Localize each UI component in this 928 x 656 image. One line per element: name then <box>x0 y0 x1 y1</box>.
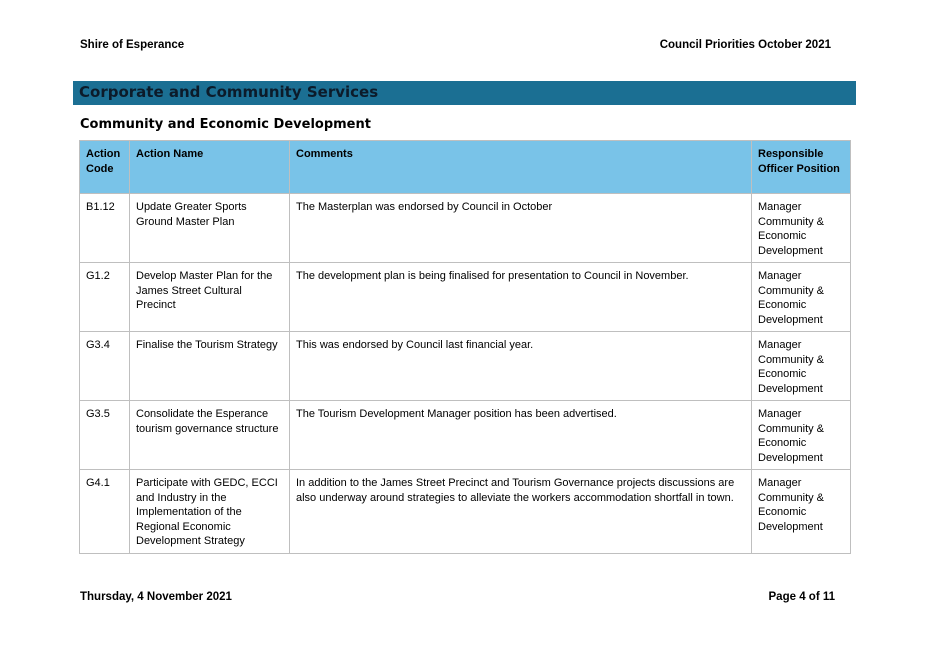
action-code-cell: G3.5 <box>80 401 130 470</box>
action-name-cell: Update Greater Sports Ground Master Plan <box>130 194 290 263</box>
action-code-cell: G1.2 <box>80 263 130 332</box>
section-title: Corporate and Community Services <box>79 83 379 101</box>
table-row <box>80 332 851 401</box>
table-row <box>80 401 851 470</box>
action-name-cell: Develop Master Plan for the James Street Cultural Precinct <box>130 263 290 332</box>
action-name-cell: Finalise the Tourism Strategy <box>130 332 290 401</box>
action-name-cell: Participate with GEDC, ECCI and Industry in the Implementation of the Regional Economic Development Strategy <box>130 470 290 554</box>
action-name-cell: Consolidate the Esperance tourism governance structure <box>130 401 290 470</box>
column-header-responsible-officer: Responsible Officer Position <box>752 141 851 194</box>
action-code-cell: B1.12 <box>80 194 130 263</box>
table-row <box>80 470 851 554</box>
column-header-action-code: Action Code <box>80 141 130 194</box>
comments-cell: This was endorsed by Council last financial year. <box>290 332 752 401</box>
comments-cell: The development plan is being finalised for presentation to Council in November. <box>290 263 752 332</box>
priorities-table <box>79 140 851 554</box>
column-header-action-name: Action Name <box>130 141 290 194</box>
report-title: Council Priorities October 2021 <box>659 39 831 51</box>
column-header-comments: Comments <box>290 141 752 194</box>
officer-cell: Manager Community & Economic Development <box>752 401 851 470</box>
officer-cell: Manager Community & Economic Development <box>752 194 851 263</box>
table-row <box>80 194 851 263</box>
table-header-row <box>80 141 851 194</box>
footer-date: Thursday, 4 November 2021 <box>80 591 232 603</box>
officer-cell: Manager Community & Economic Development <box>752 332 851 401</box>
comments-cell: The Tourism Development Manager position has been advertised. <box>290 401 752 470</box>
page-number: Page 4 of 11 <box>768 591 835 603</box>
comments-cell: In addition to the James Street Precinct and Tourism Governance projects discussions are also underway around strategies to alleviate the workers accommodation shortfall in town. <box>290 470 752 554</box>
comments-cell: The Masterplan was endorsed by Council in October <box>290 194 752 263</box>
subsection-title: Community and Economic Development <box>80 117 371 132</box>
table-row <box>80 263 851 332</box>
action-code-cell: G4.1 <box>80 470 130 554</box>
officer-cell: Manager Community & Economic Development <box>752 470 851 554</box>
officer-cell: Manager Community & Economic Development <box>752 263 851 332</box>
section-banner <box>73 81 856 105</box>
organisation-name: Shire of Esperance <box>80 39 185 51</box>
action-code-cell: G3.4 <box>80 332 130 401</box>
